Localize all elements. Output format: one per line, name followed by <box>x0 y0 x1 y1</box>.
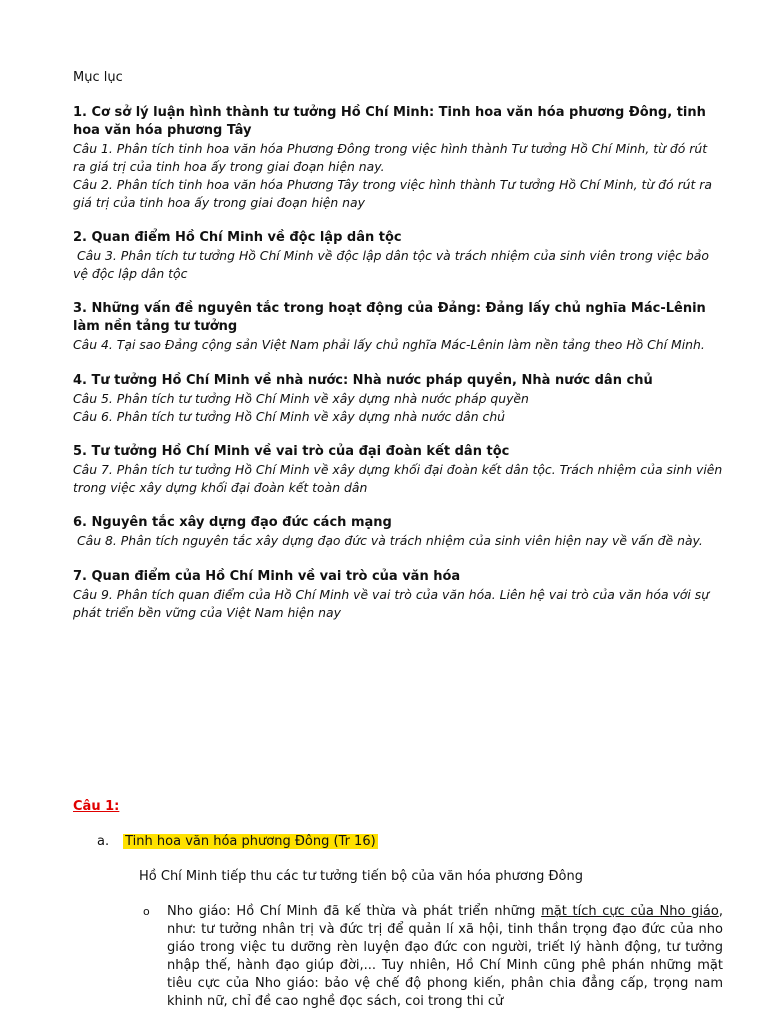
toc-section-6 <box>73 514 723 550</box>
question-text: Câu 9. Phân tích quan điểm của Hồ Chí Minh về vai trò của văn hóa. Liên hệ vai trò của văn hóa với sự phát triển bền vững của Việt Nam hiện nay <box>73 587 710 620</box>
question-text: Câu 6. Phân tích tư tưởng Hồ Chí Minh về xây dựng nhà nước dân chủ <box>73 409 506 424</box>
list-marker: a. <box>97 834 110 849</box>
list-item-a <box>97 834 378 849</box>
highlighted-heading: Tinh hoa văn hóa phương Đông (Tr 16) <box>125 834 376 849</box>
section-heading: 3. Những vấn đề nguyên tắc trong hoạt động của Đảng: Đảng lấy chủ nghĩa Mác-Lênin làm nền tảng tư tưởng <box>73 301 706 334</box>
toc-section-7 <box>73 568 723 622</box>
toc-section-1 <box>73 104 723 212</box>
answer-title: Câu 1: <box>73 799 120 814</box>
section-heading: 5. Tư tưởng Hồ Chí Minh về vai trò của đại đoàn kết dân tộc <box>73 444 510 459</box>
bullet-text-part: , như: tư tưởng nhân trị và đức trị để quản lí xã hội, tinh thần trọng đạo đức của nho giáo trong việc tu dưỡng rèn luyện đạo đức con người, triết lý hành động, tư tưởng nhập thế, hành đạo giúp đời,... Tuy nhiên, Hồ Chí Minh cũng phê phán những mặt tiêu cực của Nho giáo: bảo vệ chế độ phong kiến, phân chia đẳng cấp, trọng nam khinh nữ, chỉ đề cao nghề đọc sách, coi trong thi cử <box>167 904 723 1009</box>
question-text: Câu 5. Phân tích tư tưởng Hồ Chí Minh về xây dựng nhà nước pháp quyền <box>73 391 529 406</box>
section-heading: 7. Quan điểm của Hồ Chí Minh về vai trò của văn hóa <box>73 569 461 584</box>
section-heading: 4. Tư tưởng Hồ Chí Minh về nhà nước: Nhà nước pháp quyền, Nhà nước dân chủ <box>73 373 653 388</box>
question-text: Câu 4. Tại sao Đảng cộng sản Việt Nam phải lấy chủ nghĩa Mác-Lênin làm nền tảng theo Hồ Chí Minh. <box>73 337 705 352</box>
intro-paragraph: Hồ Chí Minh tiếp thu các tư tưởng tiến bộ của văn hóa phương Đông <box>139 869 583 884</box>
toc-section-2 <box>73 229 723 283</box>
toc-title: Mục lục <box>73 70 123 85</box>
section-heading: 6. Nguyên tắc xây dựng đạo đức cách mạng <box>73 515 392 530</box>
bullet-text <box>167 903 723 1011</box>
section-heading: 1. Cơ sở lý luận hình thành tư tưởng Hồ Chí Minh: Tinh hoa văn hóa phương Đông, tinh hoa văn hóa phương Tây <box>73 105 706 138</box>
toc-section-5 <box>73 443 723 497</box>
toc-section-4 <box>73 372 723 426</box>
bullet-text-part: Nho giáo: Hồ Chí Minh đã kế thừa và phát triển những <box>167 904 542 919</box>
question-text: Câu 1. Phân tích tinh hoa văn hóa Phương Đông trong việc hình thành Tư tưởng Hồ Chí Minh, từ đó rút ra giá trị của tinh hoa ấy trong giai đoạn hiện nay. <box>73 141 708 174</box>
question-text: Câu 7. Phân tích tư tưởng Hồ Chí Minh về xây dựng khối đại đoàn kết dân tộc. Trách nhiệm của sinh viên trong việc xây dựng khối đại đoàn kết toàn dân <box>73 462 723 495</box>
bullet-marker: o <box>143 905 150 918</box>
question-text: Câu 3. Phân tích tư tưởng Hồ Chí Minh về độc lập dân tộc và trách nhiệm của sinh viên trong việc bảo vệ độc lập dân tộc <box>73 248 713 281</box>
toc-section-3 <box>73 300 723 354</box>
question-text: Câu 8. Phân tích nguyên tắc xây dựng đạo đức và trách nhiệm của sinh viên hiện nay về vấn đề này. <box>73 533 703 548</box>
section-heading: 2. Quan điểm Hồ Chí Minh về độc lập dân tộc <box>73 230 402 245</box>
underlined-phrase: mặt tích cực của Nho giáo <box>541 904 719 919</box>
bullet-item <box>143 903 723 1011</box>
question-text: Câu 2. Phân tích tinh hoa văn hóa Phương Tây trong việc hình thành Tư tưởng Hồ Chí Minh, từ đó rút ra giá trị của tinh hoa ấy trong giai đoạn hiện nay <box>73 177 712 210</box>
